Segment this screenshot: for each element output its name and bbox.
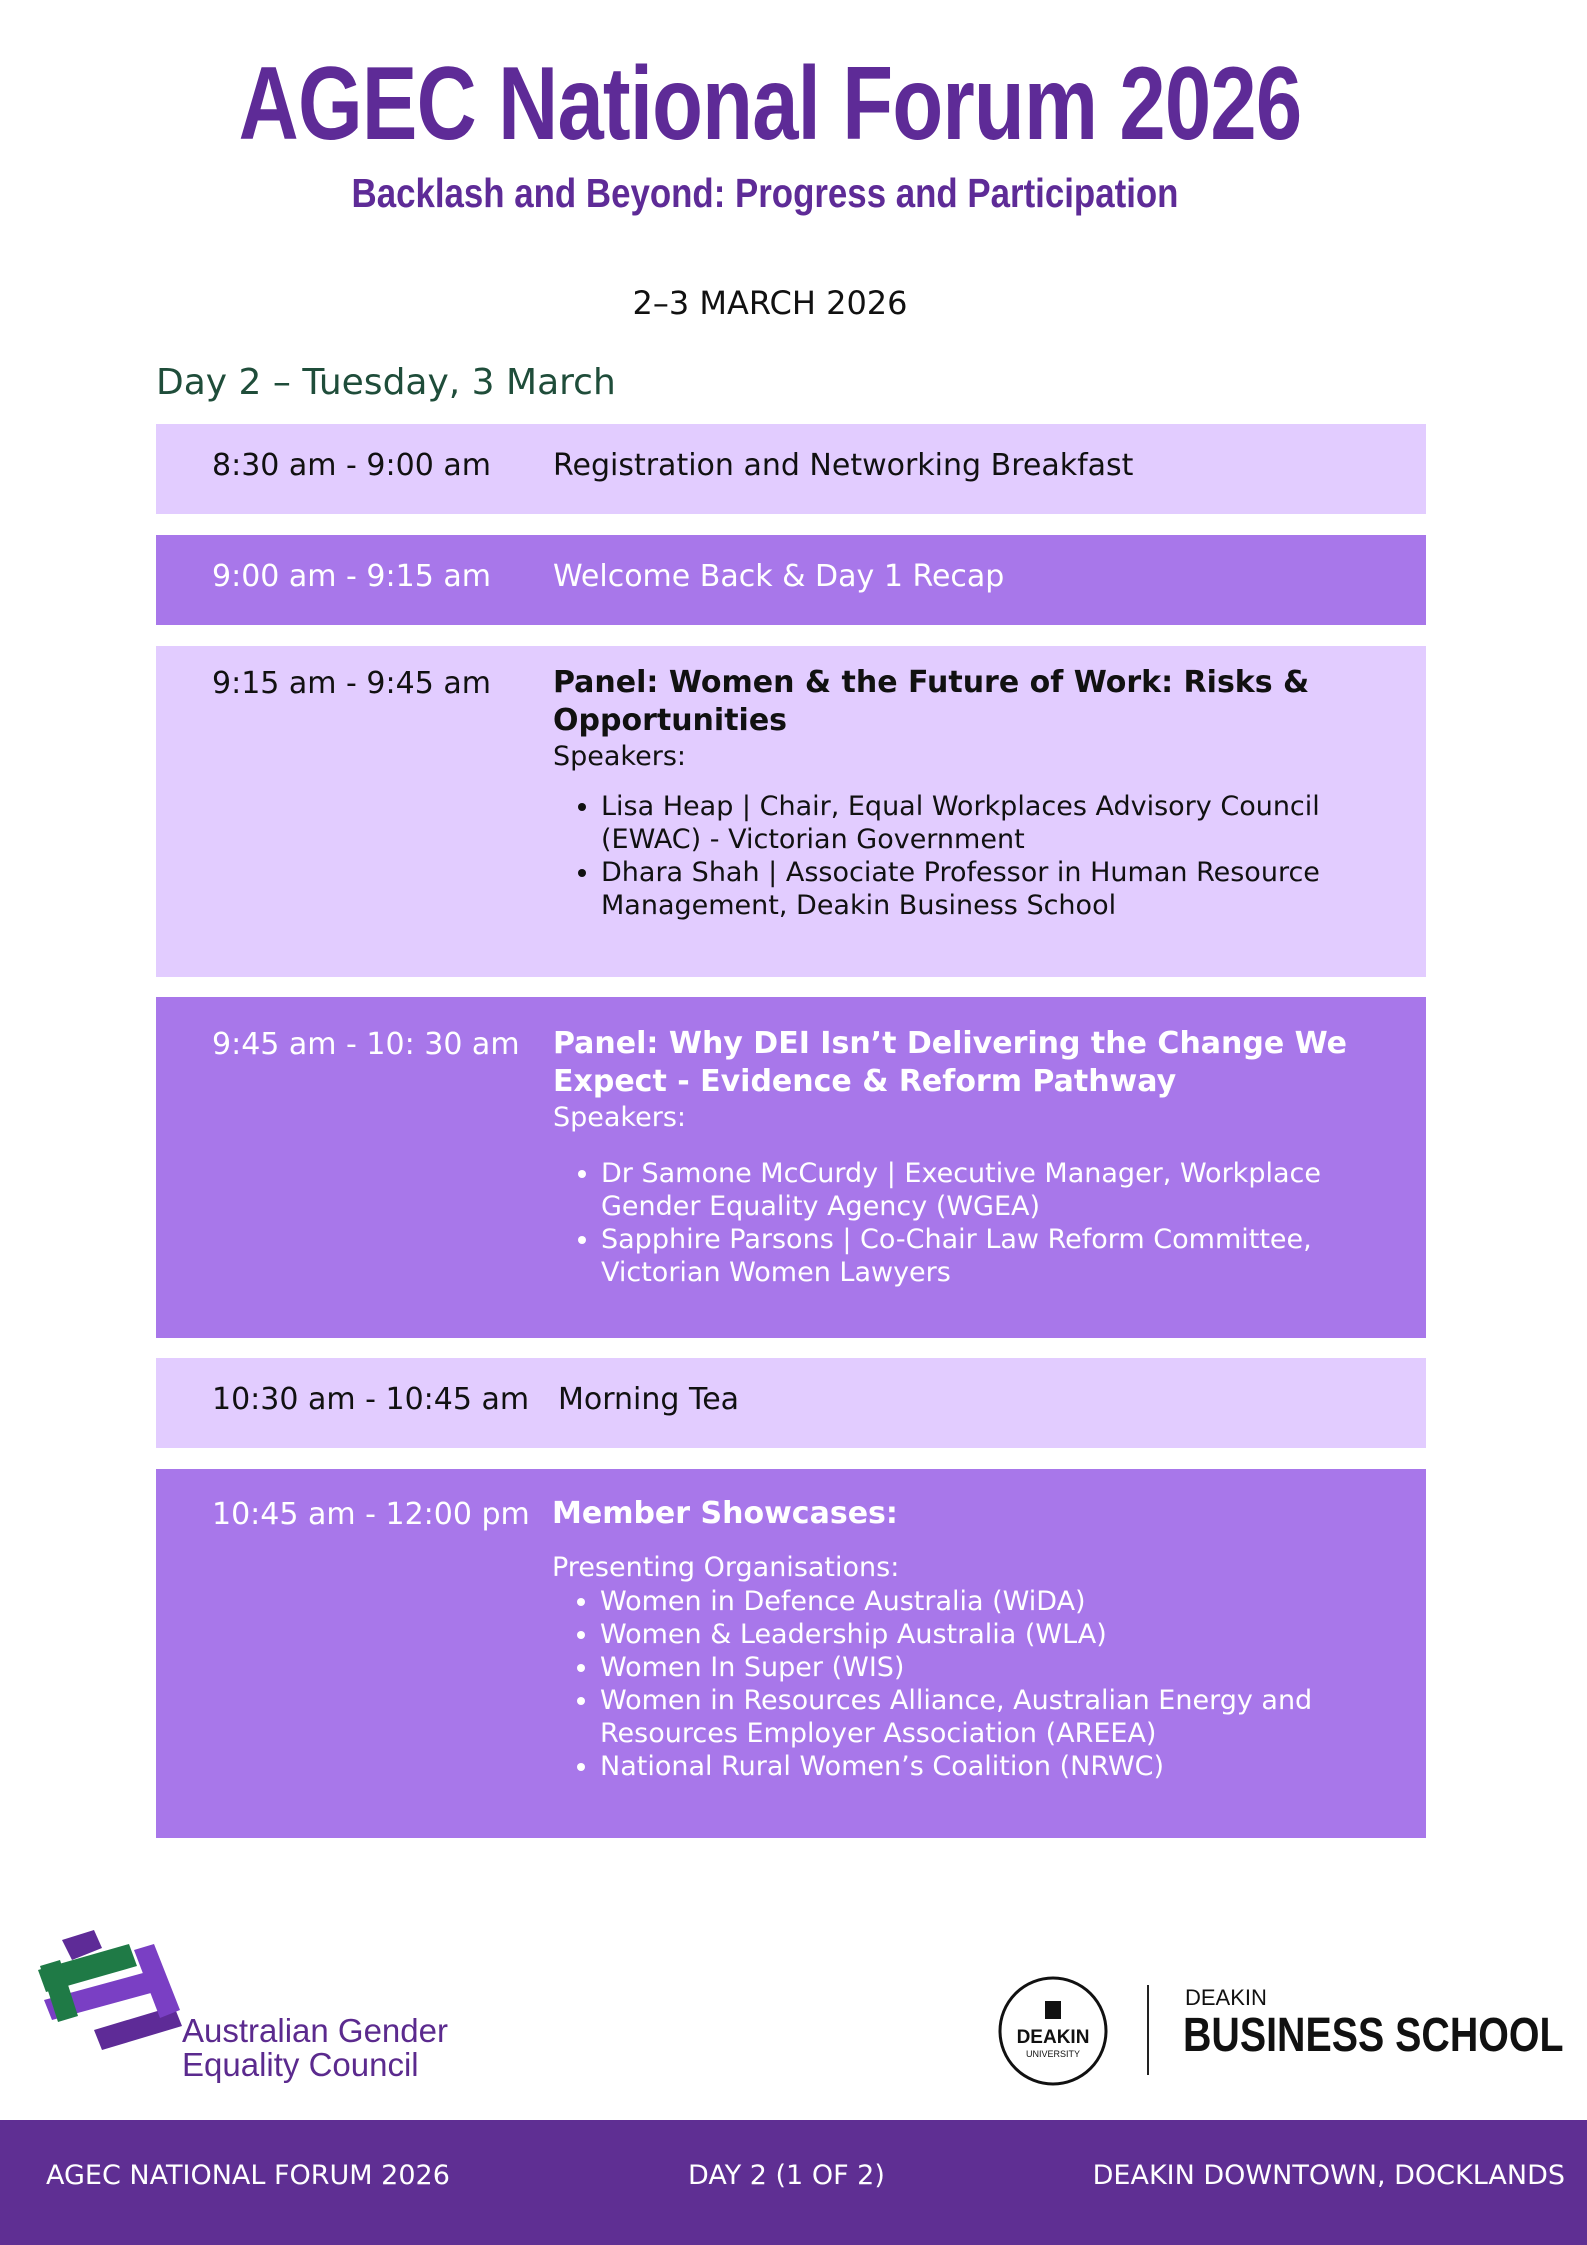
schedule-row <box>156 997 1426 1338</box>
session-title: Registration and Networking Breakfast <box>553 448 1134 483</box>
session-time: 9:15 am - 9:45 am <box>212 666 491 701</box>
schedule-row <box>156 1469 1426 1838</box>
page-title: AGEC National Forum 2026 <box>238 46 1302 162</box>
agec-logo-mark <box>34 1930 184 2055</box>
day-heading: Day 2 – Tuesday, 3 March <box>156 362 616 403</box>
speaker-item: • Dhara Shah | Associate Professor in Human Resource Management, Deakin Business School <box>601 856 1413 922</box>
organisation-item: • Women in Defence Australia (WiDA) <box>600 1585 1412 1618</box>
session-details <box>553 1025 1413 1289</box>
agec-logo-line2: Equality Council <box>182 2046 419 2083</box>
organisation-item: • Women in Resources Alliance, Australian Energy and Resources Employer Association (AREEA) <box>600 1684 1412 1750</box>
footer-center: DAY 2 (1 OF 2) <box>688 2160 885 2191</box>
dbs-logo-big: BUSINESS SCHOOL <box>1183 2009 1564 2062</box>
deakin-seal-icon <box>997 1975 1109 2087</box>
footer-left: AGEC NATIONAL FORUM 2026 <box>46 2160 450 2191</box>
schedule-row <box>156 1358 1426 1448</box>
event-date: 2–3 MARCH 2026 <box>632 284 908 322</box>
speaker-list <box>553 790 1413 922</box>
organisation-item: • National Rural Women’s Coalition (NRWC) <box>600 1750 1412 1783</box>
organisation-item: • Women & Leadership Australia (WLA) <box>600 1618 1412 1651</box>
session-time: 9:45 am - 10: 30 am <box>212 1027 520 1062</box>
speakers-label: Speakers: <box>553 1102 686 1133</box>
presenters-label: Presenting Organisations: <box>552 1552 900 1583</box>
session-time: 9:00 am - 9:15 am <box>212 559 491 594</box>
speaker-list <box>553 1157 1413 1289</box>
speakers-label: Speakers: <box>553 741 686 772</box>
logo-divider <box>1147 1985 1149 2075</box>
speaker-item: • Sapphire Parsons | Co-Chair Law Reform Committee, Victorian Women Lawyers <box>601 1223 1413 1289</box>
schedule-row <box>156 535 1426 625</box>
speaker-item: • Dr Samone McCurdy | Executive Manager, Workplace Gender Equality Agency (WGEA) <box>601 1157 1413 1223</box>
deakin-seal-subtitle: UNIVERSITY <box>1025 2049 1081 2059</box>
session-title: Panel: Women & the Future of Work: Risks & Opportunities <box>553 665 1310 738</box>
footer-right: DEAKIN DOWNTOWN, DOCKLANDS <box>1092 2160 1565 2191</box>
dbs-logo-small: DEAKIN <box>1185 1985 1267 2010</box>
speaker-item: • Lisa Heap | Chair, Equal Workplaces Advisory Council (EWAC) - Victorian Government <box>601 790 1413 856</box>
session-title: Member Showcases: <box>552 1496 898 1531</box>
session-time: 10:45 am - 12:00 pm <box>212 1497 530 1532</box>
agec-logo-line1: Australian Gender <box>182 2012 448 2049</box>
session-time: 8:30 am - 9:00 am <box>212 448 491 483</box>
session-details <box>552 1495 1412 1783</box>
session-details <box>553 664 1413 922</box>
session-title: Panel: Why DEI Isn’t Delivering the Change We Expect - Evidence & Reform Pathway <box>553 1026 1348 1099</box>
page-subtitle: Backlash and Beyond: Progress and Participation <box>351 170 1179 216</box>
organisation-item: • Women In Super (WIS) <box>600 1651 1412 1684</box>
session-title: Morning Tea <box>558 1382 740 1417</box>
organisation-list <box>552 1585 1412 1783</box>
schedule-row <box>156 424 1426 514</box>
session-title: Welcome Back & Day 1 Recap <box>553 559 1005 594</box>
footer-bar <box>0 2120 1587 2245</box>
deakin-seal-name: DEAKIN <box>1016 2027 1090 2048</box>
schedule-row <box>156 646 1426 977</box>
session-time: 10:30 am - 10:45 am <box>212 1382 530 1417</box>
agec-logo-text <box>182 2014 448 2082</box>
